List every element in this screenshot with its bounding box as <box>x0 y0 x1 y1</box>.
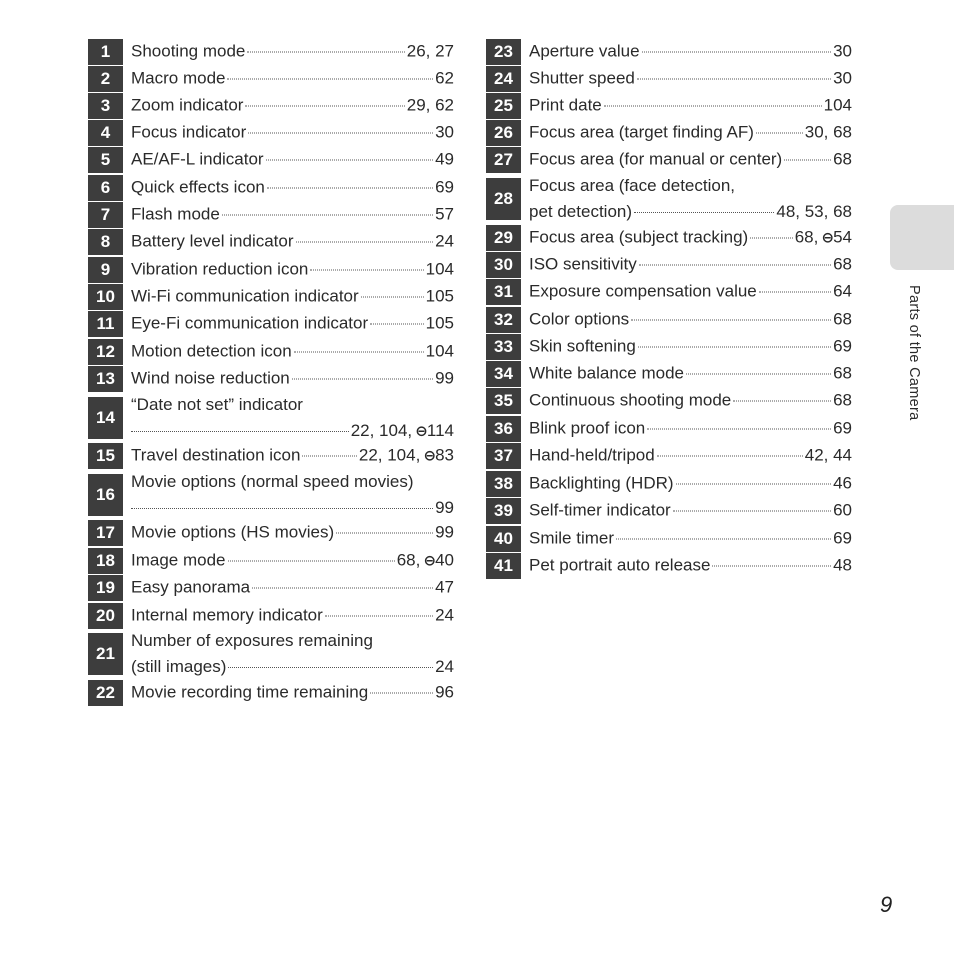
item-label: Easy panorama <box>131 577 251 597</box>
item-label: Aperture value <box>529 41 640 61</box>
list-item <box>88 39 454 65</box>
item-number: 31 <box>486 279 521 305</box>
item-label: Smile timer <box>529 528 615 548</box>
item-number: 18 <box>88 548 123 574</box>
item-label: Shooting mode <box>131 41 246 61</box>
item-pages: 68 <box>833 363 852 383</box>
item-label: Number of exposures remaining <box>131 631 373 650</box>
item-label: Focus area (for manual or center) <box>529 149 783 169</box>
item-number: 7 <box>88 202 123 228</box>
item-number: 35 <box>486 388 521 414</box>
list-item <box>88 93 454 119</box>
item-pages: 49 <box>435 149 454 169</box>
item-number: 10 <box>88 284 123 310</box>
item-label: Zoom indicator <box>131 95 244 115</box>
list-item <box>486 252 852 278</box>
item-number: 28 <box>486 178 521 220</box>
item-pages: 96 <box>435 682 454 702</box>
item-label: Focus area (face detection, <box>529 176 736 195</box>
item-label: Self-timer indicator <box>529 500 671 520</box>
item-label: Wind noise reduction <box>131 368 290 388</box>
item-label: Movie recording time remaining <box>131 682 369 702</box>
list-item <box>486 553 852 579</box>
item-label-continued: pet detection) <box>529 202 633 221</box>
item-pages: 24 <box>435 605 454 625</box>
item-pages: 60 <box>833 500 852 520</box>
list-item <box>486 443 852 469</box>
item-label: Skin softening <box>529 336 636 356</box>
list-item <box>486 334 852 360</box>
item-pages: 104 <box>823 95 852 115</box>
list-item <box>486 498 852 524</box>
item-label: Wi-Fi communication indicator <box>131 286 359 306</box>
list-item <box>88 284 454 310</box>
list-item <box>88 311 454 337</box>
list-item <box>88 120 454 146</box>
item-label: Focus indicator <box>131 122 247 142</box>
reference-icon: ⊖ <box>818 229 834 247</box>
item-number: 4 <box>88 120 123 146</box>
list-item <box>88 202 454 228</box>
list-item <box>486 279 852 305</box>
item-pages: 105 <box>425 286 454 306</box>
item-label: “Date not set” indicator <box>131 395 303 414</box>
item-pages: 99 <box>435 522 454 542</box>
item-number: 36 <box>486 416 521 442</box>
item-number: 5 <box>88 147 123 173</box>
item-pages: 57 <box>435 204 454 224</box>
item-label: Print date <box>529 95 602 115</box>
item-pages: 30 <box>833 41 852 61</box>
list-item <box>88 603 454 629</box>
item-pages: 29, 62 <box>406 95 454 115</box>
item-pages: 24 <box>435 657 454 676</box>
item-pages: 104 <box>425 341 454 361</box>
item-pages: 69 <box>833 418 852 438</box>
list-item <box>88 575 454 601</box>
list-item <box>486 178 852 220</box>
item-number: 8 <box>88 229 123 255</box>
item-pages: 68 <box>833 149 852 169</box>
item-pages: 69 <box>833 528 852 548</box>
item-label: Blink proof icon <box>529 418 646 438</box>
item-number: 39 <box>486 498 521 524</box>
item-number: 37 <box>486 443 521 469</box>
item-number: 34 <box>486 361 521 387</box>
list-item <box>88 633 454 675</box>
item-label: AE/AF-L indicator <box>131 149 264 169</box>
item-number: 11 <box>88 311 123 337</box>
reference-icon: ⊖ <box>420 447 436 465</box>
item-pages: 68 <box>833 309 852 329</box>
list-item <box>486 147 852 173</box>
item-pages: 46 <box>833 473 852 493</box>
item-label: Focus area (target finding AF) <box>529 122 754 142</box>
list-item <box>486 307 852 333</box>
item-label: Eye-Fi communication indicator <box>131 313 369 333</box>
item-label: Motion detection icon <box>131 341 292 361</box>
item-pages: 42, 44 <box>804 445 852 465</box>
item-number: 23 <box>486 39 521 65</box>
list-item <box>486 120 852 146</box>
list-item <box>88 66 454 92</box>
item-number: 20 <box>88 603 123 629</box>
section-label: Parts of the Camera <box>906 285 922 421</box>
item-label: Internal memory indicator <box>131 605 323 625</box>
item-number: 9 <box>88 257 123 283</box>
list-item <box>88 680 454 706</box>
item-number: 30 <box>486 252 521 278</box>
list-item <box>88 548 454 574</box>
item-number: 15 <box>88 443 123 469</box>
list-item <box>88 474 454 516</box>
item-pages: 99 <box>435 498 454 517</box>
item-label: Exposure compensation value <box>529 281 757 301</box>
item-number: 6 <box>88 175 123 201</box>
item-pages: 69 <box>435 177 454 197</box>
list-item <box>88 229 454 255</box>
item-number: 22 <box>88 680 123 706</box>
item-label: Image mode <box>131 550 226 570</box>
item-label: Focus area (subject tracking) <box>529 227 749 247</box>
item-label: Battery level indicator <box>131 231 294 251</box>
item-pages: 69 <box>833 336 852 356</box>
item-label: Pet portrait auto release <box>529 555 711 575</box>
item-label: Travel destination icon <box>131 445 301 465</box>
item-ref-pages: 40 <box>435 550 454 570</box>
item-pages: 30 <box>435 122 454 142</box>
list-item <box>88 147 454 173</box>
item-number: 41 <box>486 553 521 579</box>
item-number: 16 <box>88 474 123 516</box>
item-pages: 22, 104, <box>350 421 413 440</box>
item-number: 25 <box>486 93 521 119</box>
item-pages: 68 <box>833 254 852 274</box>
item-label: Hand-held/tripod <box>529 445 655 465</box>
item-pages: 68 <box>833 390 852 410</box>
item-ref-pages: 83 <box>435 445 454 465</box>
item-number: 17 <box>88 520 123 546</box>
item-pages: 47 <box>435 577 454 597</box>
list-item <box>486 93 852 119</box>
item-label: Shutter speed <box>529 68 635 88</box>
reference-icon: ⊖ <box>412 423 427 440</box>
item-label-continued: (still images) <box>131 657 227 676</box>
item-label: ISO sensitivity <box>529 254 637 274</box>
list-item <box>88 397 454 439</box>
item-label: Flash mode <box>131 204 220 224</box>
item-number: 1 <box>88 39 123 65</box>
list-item <box>486 66 852 92</box>
item-pages: 26, 27 <box>406 41 454 61</box>
item-pages: 104 <box>425 259 454 279</box>
item-label: Vibration reduction icon <box>131 259 309 279</box>
item-number: 40 <box>486 526 521 552</box>
item-number: 24 <box>486 66 521 92</box>
list-item <box>486 416 852 442</box>
item-number: 3 <box>88 93 123 119</box>
item-label: Backlighting (HDR) <box>529 473 674 493</box>
reference-icon: ⊖ <box>420 552 436 570</box>
list-item <box>88 175 454 201</box>
item-label: Macro mode <box>131 68 226 88</box>
item-pages: 30, 68 <box>804 122 852 142</box>
item-pages: 48, 53, 68 <box>776 202 852 221</box>
list-item <box>88 257 454 283</box>
item-number: 19 <box>88 575 123 601</box>
item-pages: 48 <box>833 555 852 575</box>
item-number: 13 <box>88 366 123 392</box>
item-pages: 68, <box>794 227 819 247</box>
list-item <box>88 443 454 469</box>
item-pages: 62 <box>435 68 454 88</box>
item-pages: 22, 104, <box>358 445 421 465</box>
item-label: Continuous shooting mode <box>529 390 732 410</box>
list-item <box>486 526 852 552</box>
item-label: Quick effects icon <box>131 177 265 197</box>
item-pages: 99 <box>435 368 454 388</box>
item-number: 26 <box>486 120 521 146</box>
list-item <box>486 388 852 414</box>
item-number: 33 <box>486 334 521 360</box>
page-number: 9 <box>880 892 893 917</box>
list-item <box>88 366 454 392</box>
item-number: 32 <box>486 307 521 333</box>
item-number: 29 <box>486 225 521 251</box>
item-number: 14 <box>88 397 123 439</box>
item-pages: 68, <box>396 550 421 570</box>
list-item <box>486 225 852 251</box>
item-ref-pages: 54 <box>833 227 852 247</box>
item-number: 27 <box>486 147 521 173</box>
item-label: Movie options (normal speed movies) <box>131 472 414 491</box>
item-pages: 64 <box>833 281 852 301</box>
item-label: White balance mode <box>529 363 684 383</box>
item-number: 12 <box>88 339 123 365</box>
item-label: Movie options (HS movies) <box>131 522 335 542</box>
list-item <box>88 520 454 546</box>
item-pages: 105 <box>425 313 454 333</box>
list-item <box>486 361 852 387</box>
item-number: 2 <box>88 66 123 92</box>
item-number: 38 <box>486 471 521 497</box>
item-number: 21 <box>88 633 123 675</box>
list-item <box>88 339 454 365</box>
item-pages: 24 <box>435 231 454 251</box>
list-item <box>486 39 852 65</box>
section-tab <box>890 205 954 270</box>
item-ref-pages: 114 <box>426 421 454 440</box>
item-pages: 30 <box>833 68 852 88</box>
item-label: Color options <box>529 309 630 329</box>
list-item <box>486 471 852 497</box>
